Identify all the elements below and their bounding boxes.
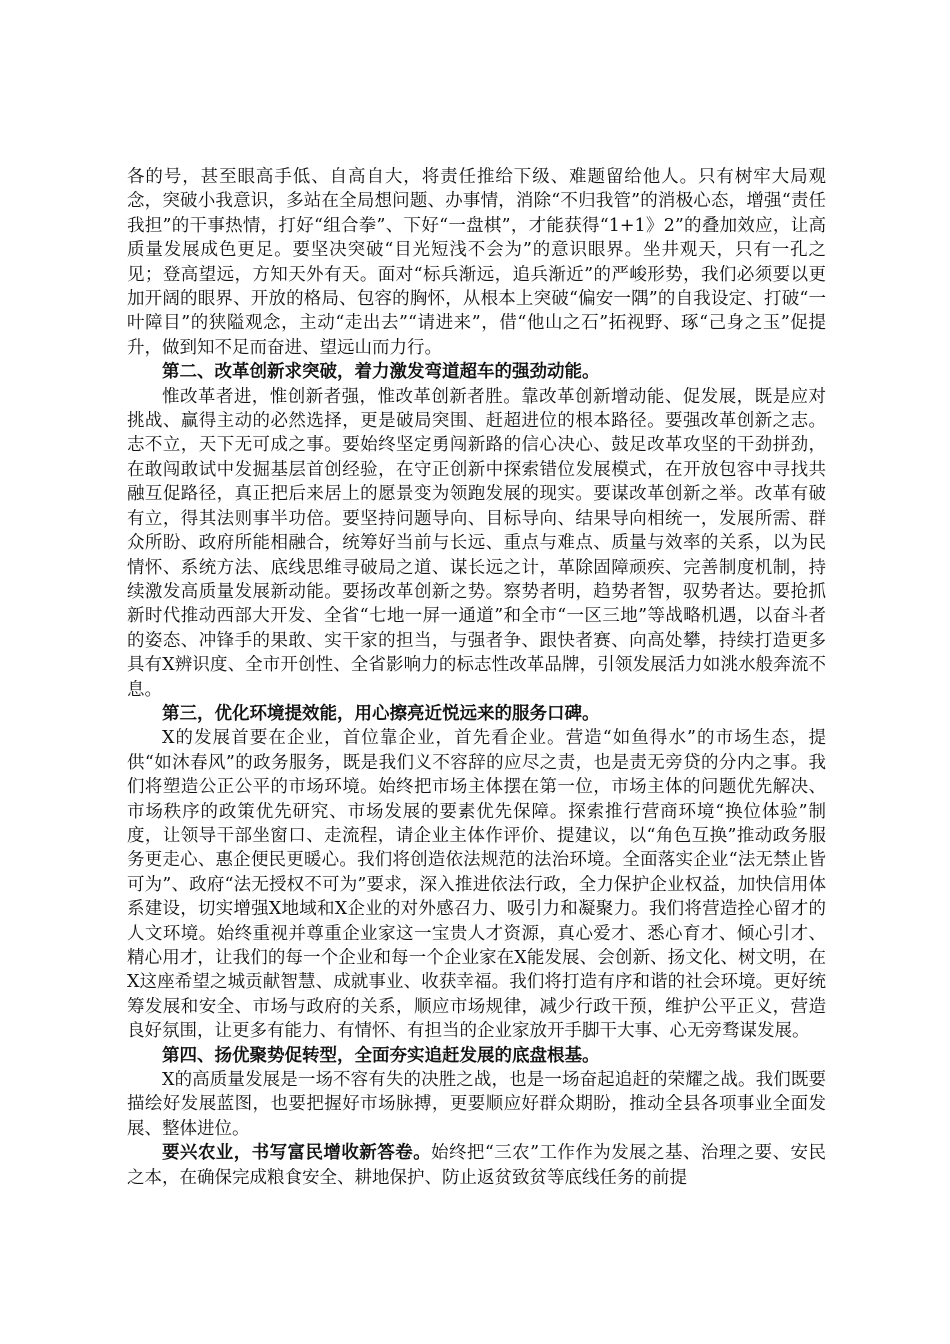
- agriculture-text: 始终把“三农”工作作为发展之基、治理之要、安民之本，在确保完成粮食安全、耕地保护、防止返贫致贫等底线任务的前提: [127, 1143, 826, 1188]
- paragraph-agriculture: [127, 1141, 826, 1190]
- document-body: [127, 165, 826, 1190]
- paragraph-reform: 惟改革者进，惟创新者强，惟改革创新者胜。靠改革创新增动能、促发展，既是应对挑战、赢得主动的必然选择，更是破局突围、赶超进位的根本路径。要强改革创新之志。志不立，天下无可成之事。要始终坚定勇闯新路的信心决心、鼓足改革攻坚的干劲拼劲，在敢闯敢试中发掘基层首创经验，在守正创新中探索错位发展模式，在开放包容中寻找共融互促路径，真正把后来居上的愿景变为领跑发展的现实。要谋改革创新之举。改革有破有立，得其法则事半功倍。要坚持问题导向、目标导向、结果导向相统一，发展所需、群众所盼、政府所能相融合，统筹好当前与长远、重点与难点、质量与效率的关系，以为民情怀、系统方法、底线思维寻破局之道、谋长远之计，革除固障顽疾、完善制度机制，持续激发高质量发展新动能。要扬改革创新之势。察势者明，趋势者智，驭势者达。要抢抓新时代推动西部大开发、全省“七地一屏一通道”和全市“一区三地”等战略机遇，以奋斗者的姿态、冲锋手的果敢、实干家的担当，与强者争、跟快者赛、向高处攀，持续打造更多具有X辨识度、全市开创性、全省影响力的标志性改革品牌，引领发展活力如洮水般奔流不息。: [127, 386, 826, 700]
- agriculture-lead: 要兴农业，书写富民增收新答卷。: [162, 1143, 432, 1164]
- section-heading-2: 第二、改革创新求突破，着力激发弯道超车的强劲动能。: [162, 362, 600, 383]
- paragraph-environment: X的发展首要在企业，首位靠企业，首先看企业。营造“如鱼得水”的市场生态，提供“如沐春风”的政务服务，既是我们义不容辞的应尽之责，也是责无旁贷的分内之事。我们将塑造公正公平的市场环境。始终把市场主体摆在第一位，市场主体的问题优先解决、市场秩序的政策优先研究、市场发展的要素优先保障。探索推行营商环境“换位体验”制度，让领导干部坐窗口、走流程，请企业主体作评价、提建议，以“角色互换”推动政务服务更走心、惠企便民更暖心。我们将创造依法规范的法治环境。全面落实企业“法无禁止皆可为”、政府“法无授权不可为”要求，深入推进依法行政，全力保护企业权益，加快信用体系建设，切实增强X地域和X企业的对外感召力、吸引力和凝聚力。我们将营造拴心留才的人文环境。始终重视并尊重企业家这一宝贵人才资源，真心爱才、悉心育才、倾心引才、精心用才，让我们的每一个企业和每一个企业家在X能发展、会创新、扬文化、树文明，在X这座希望之城贡献智慧、成就事业、收获幸福。我们将打造有序和谐的社会环境。更好统筹发展和安全、市场与政府的关系，顺应市场规律，减少行政干预，维护公平正义，营造良好氛围，让更多有能力、有情怀、有担当的企业家放开手脚干大事、心无旁骛谋发展。: [127, 728, 826, 1042]
- section-heading-4: 第四、扬优聚势促转型，全面夯实追赶发展的底盘根基。: [162, 1045, 600, 1066]
- section-heading-3: 第三，优化环境提效能，用心擦亮近悦远来的服务口碑。: [162, 703, 600, 724]
- paragraph-development: X的高质量发展是一场不容有失的决胜之战，也是一场奋起追赶的荣耀之战。我们既要描绘好发展蓝图，也要把握好市场脉搏，更要顺应好群众期盼，推动全县各项事业全面发展、整体进位。: [127, 1070, 826, 1139]
- paragraph-continued: 各的号，甚至眼高手低、自高自大，将责任推给下级、难题留给他人。只有树牢大局观念，突破小我意识，多站在全局想问题、办事情，消除“不归我管”的消极心态，增强“责任我担”的干事热情，打好“组合拳”、下好“一盘棋”，才能获得“1+1》2”的叠加效应，让高质量发展成色更足。要坚决突破“目光短浅不会为”的意识眼界。坐井观天，只有一孔之见；登高望远，方知天外有天。面对“标兵渐远，追兵渐近”的严峻形势，我们必须要以更加开阔的眼界、开放的格局、包容的胸怀，从根本上突破“偏安一隅”的自我设定、打破“一叶障目”的狭隘观念，主动“走出去”“请进来”，借“他山之石”拓视野、琢“己身之玉”促提升，做到知不足而奋进、望远山而力行。: [127, 167, 826, 358]
